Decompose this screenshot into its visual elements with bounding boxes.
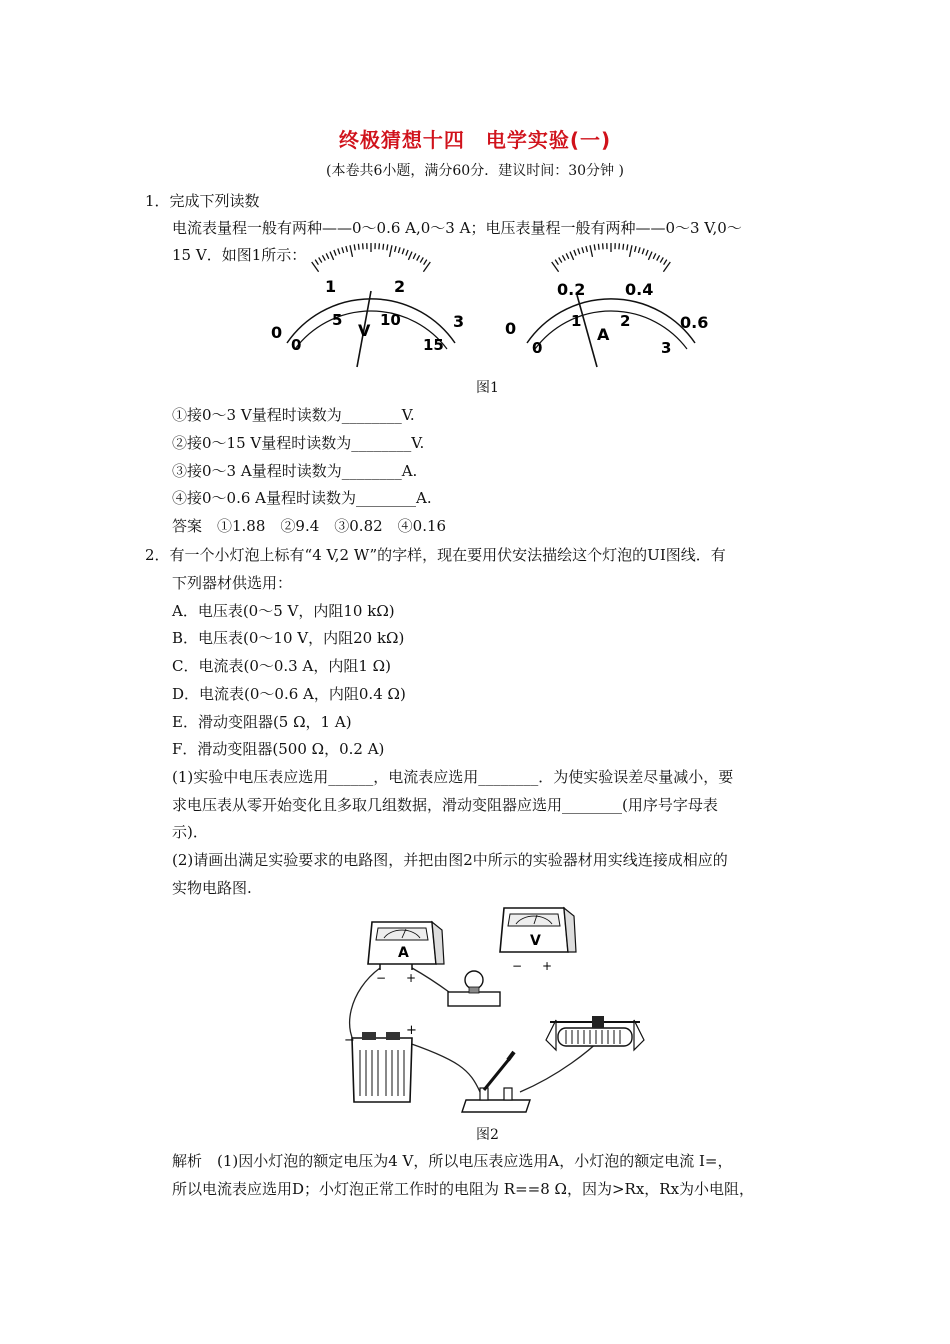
dial-tick <box>338 249 340 255</box>
q2-part2-line: 实物电路图. <box>172 879 252 897</box>
q2-option: B．电压表(0～10 V，内阻20 kΩ) <box>172 629 405 647</box>
ammeter-needle <box>577 295 597 367</box>
dial-tick <box>586 246 588 252</box>
ammeter-inner-label: 3 <box>661 339 672 357</box>
voltmeter-outer-label: 3 <box>453 312 465 331</box>
dial-tick <box>390 245 393 257</box>
dial-tick <box>315 260 318 265</box>
ammeter-inner-label: 0 <box>532 339 543 357</box>
battery <box>344 1023 417 1102</box>
analysis-line: 所以电流表应选用D；小灯泡正常工作时的电阻为 R==8 Ω，因为>Rx，Rx为小电阻， <box>172 1180 755 1198</box>
minus-sign: − <box>344 1033 355 1048</box>
dial-tick <box>660 257 663 262</box>
figure-2-apparatus <box>340 900 650 1122</box>
figure-1-caption: 图1 <box>476 380 499 396</box>
dial-tick <box>350 245 353 257</box>
dial-tick <box>387 244 388 250</box>
q1-item: ②接0～15 V量程时读数为________V. <box>172 434 425 452</box>
dial-tick <box>346 246 348 252</box>
q2-option: E．滑动变阻器(5 Ω，1 A) <box>172 713 352 731</box>
dial-tick <box>619 243 620 249</box>
dial-tick <box>630 245 633 257</box>
dial-tick <box>598 244 599 250</box>
dial-tick <box>559 257 562 262</box>
voltmeter-outer-label: 2 <box>394 277 406 296</box>
page-subtitle: (本卷共6小题，满分60分．建议时间：30分钟 ) <box>326 163 624 179</box>
light-bulb <box>448 971 500 1006</box>
q2-part1-line: (1)实验中电压表应选用______，电流表应选用________．为使实验误差尽量减小，要 <box>172 768 734 786</box>
q1-text-line1: 电流表量程一般有两种——0～0.6 A,0～3 A；电压表量程一般有两种——0～3 V,0～ <box>172 219 742 237</box>
voltmeter-instrument <box>500 908 576 973</box>
dial-tick <box>363 243 364 249</box>
dial-tick <box>420 257 423 262</box>
ammeter-outer-label: 0.6 <box>680 313 709 332</box>
q1-item: ①接0～3 V量程时读数为________V. <box>172 406 415 424</box>
ammeter-unit: A <box>597 325 610 344</box>
ammeter-inner-label: 1 <box>571 312 582 330</box>
dial-tick <box>638 247 640 253</box>
voltmeter-outer-label: 0 <box>271 323 283 342</box>
dial-tick <box>406 250 408 256</box>
dial-tick <box>574 250 576 256</box>
dial-tick <box>603 243 604 249</box>
q2-option: F．滑动变阻器(500 Ω，0.2 A) <box>172 740 385 758</box>
dial-tick <box>334 250 336 256</box>
ammeter-outer-label: 0 <box>505 319 517 338</box>
q1-answer: 答案 ①1.88 ②9.4 ③0.82 ④0.16 <box>172 517 447 535</box>
q2-option: D．电流表(0～0.6 A，内阻0.4 Ω) <box>172 685 406 703</box>
dial-tick <box>582 247 584 253</box>
dial-tick <box>664 260 667 265</box>
dial-tick <box>322 255 325 260</box>
dial-tick <box>635 246 637 252</box>
knife-switch <box>462 1052 530 1112</box>
ammeter-dial <box>505 275 715 375</box>
dial-tick <box>379 243 380 249</box>
q1-item: ④接0～0.6 A量程时读数为________A. <box>172 489 432 507</box>
dial-tick <box>566 253 569 258</box>
dial-tick <box>623 244 624 250</box>
voltmeter-outer-label: 1 <box>325 277 337 296</box>
dial-tick <box>413 253 416 258</box>
ammeter-label: A <box>398 945 409 961</box>
ammeter-instrument <box>368 922 444 985</box>
q1-stem: 1．完成下列读数 <box>145 192 260 210</box>
q1-item: ③接0～3 A量程时读数为________A. <box>172 462 418 480</box>
dial-tick <box>326 253 329 258</box>
dial-tick <box>424 260 427 265</box>
plus-sign: + <box>542 959 553 973</box>
page-title: 终极猜想十四 电学实验(一) <box>338 128 612 152</box>
voltmeter-inner-label: 0 <box>291 336 302 354</box>
dial-tick <box>319 257 322 262</box>
dial-tick <box>354 244 355 250</box>
voltmeter-inner-label: 10 <box>380 311 401 329</box>
dial-tick <box>402 249 404 255</box>
plus-sign: + <box>406 1023 417 1038</box>
dial-tick <box>417 255 420 260</box>
dial-tick <box>578 249 580 255</box>
dial-tick <box>642 249 644 255</box>
dial-tick <box>358 244 359 250</box>
q2-stem-line2: 下列器材供选用： <box>172 574 293 592</box>
q1-text-line2: 15 V．如图1所示： <box>172 246 307 264</box>
dial-tick <box>570 252 574 260</box>
dial-tick <box>627 244 628 250</box>
rheostat <box>546 1016 644 1050</box>
dial-tick <box>653 253 656 258</box>
dial-tick <box>648 252 652 260</box>
dial-tick <box>590 245 593 257</box>
ammeter-outer-label: 0.4 <box>625 280 654 299</box>
q2-part1-line: 求电压表从零开始变化且多取几组数据，滑动变阻器应选用________(用序号字母表 <box>172 796 718 814</box>
voltmeter-inner-label: 5 <box>332 311 343 329</box>
voltmeter-label: V <box>530 933 541 949</box>
dial-tick <box>398 247 400 253</box>
q2-part2-line: (2)请画出满足实验要求的电路图，并把由图2中所示的实验器材用实线连接成相应的 <box>172 851 728 869</box>
minus-sign: − <box>512 959 523 973</box>
dial-tick <box>555 260 558 265</box>
figure-2-caption: 图2 <box>476 1127 499 1143</box>
voltmeter-unit: V <box>358 321 371 340</box>
plus-sign: + <box>406 971 417 985</box>
ammeter-outer-label: 0.2 <box>557 280 586 299</box>
q2-part1-line: 示)． <box>172 823 208 841</box>
minus-sign: − <box>376 971 387 985</box>
dial-tick <box>408 252 412 260</box>
voltmeter-inner-label: 15 <box>423 336 444 354</box>
dial-tick <box>594 244 595 250</box>
dial-tick <box>383 244 384 250</box>
dial-tick <box>395 246 397 252</box>
dial-tick <box>342 247 344 253</box>
ammeter-inner-label: 2 <box>620 312 631 330</box>
q2-option: C．电流表(0～0.3 A，内阻1 Ω) <box>172 657 391 675</box>
dial-tick <box>562 255 565 260</box>
dial-tick <box>657 255 660 260</box>
q2-stem-line1: 2．有一个小灯泡上标有“4 V,2 W”的字样，现在要用伏安法描绘这个灯泡的UI图线．有 <box>145 546 726 564</box>
dial-tick <box>646 250 648 256</box>
analysis-line: 解析 (1)因小灯泡的额定电压为4 V，所以电压表应选用A，小灯泡的额定电流 I=， <box>172 1152 733 1170</box>
dial-tick <box>330 252 334 260</box>
voltmeter-dial <box>265 275 475 375</box>
q2-option: A．电压表(0～5 V，内阻10 kΩ) <box>172 602 395 620</box>
